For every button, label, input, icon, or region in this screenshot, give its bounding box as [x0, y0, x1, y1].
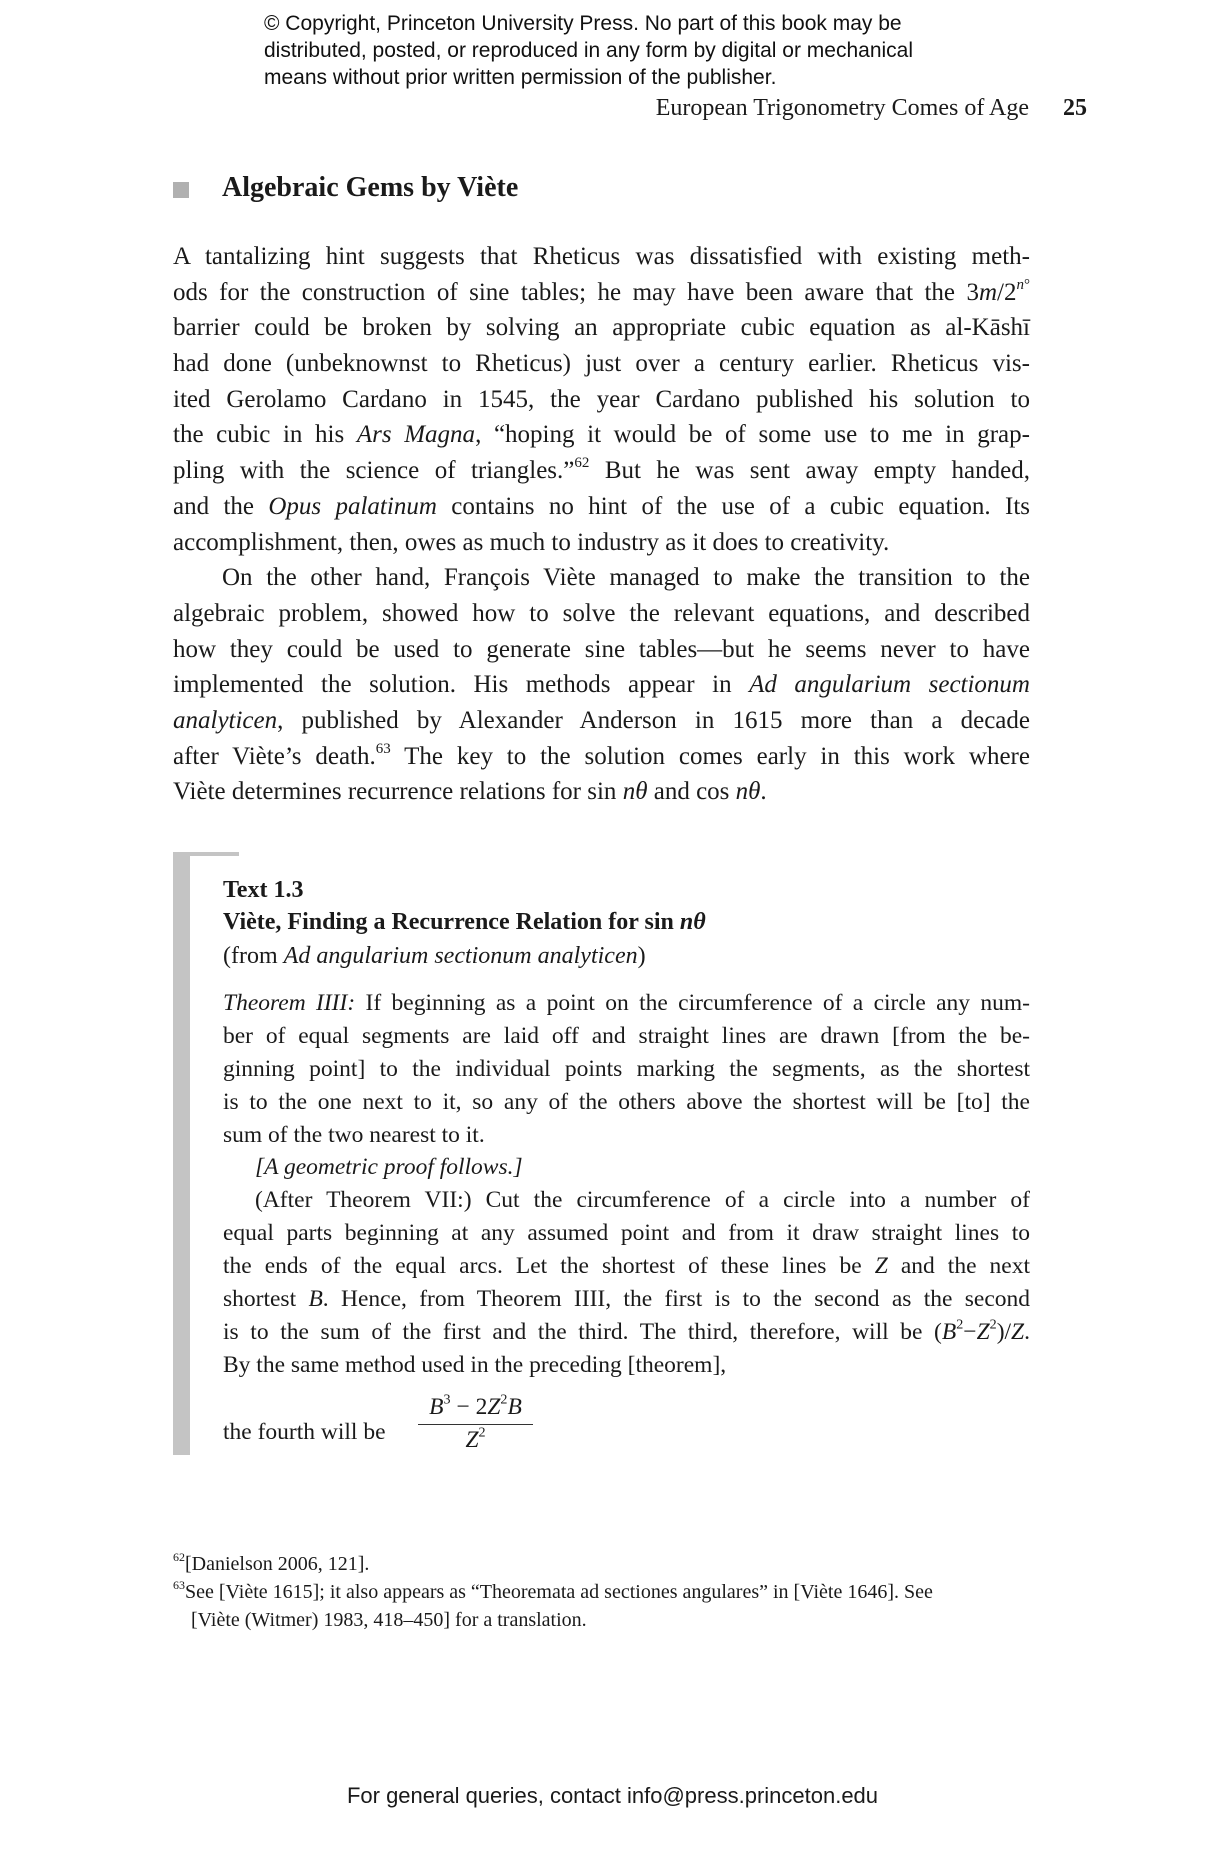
text-run: shortest [223, 1286, 309, 1313]
text-line [223, 1184, 1030, 1217]
running-header: European Trigonometry Comes of Age [655, 95, 1029, 121]
text-run: )/ [996, 1318, 1012, 1345]
text-run: implemented the solution. His methods appear in [173, 671, 750, 699]
math-exp: 3 [443, 1391, 451, 1408]
text-run: B [941, 1318, 957, 1345]
text-run: barrier could be broken by solving an appropriate cubic equation as al-Kāshī [173, 314, 1030, 342]
text-run: . [760, 778, 767, 806]
text-run: B [308, 1286, 323, 1313]
text-line [223, 987, 1030, 1020]
text-run: If beginning as a point on the circumference of a circle any num- [355, 990, 1030, 1016]
fraction-formula [418, 1393, 533, 1455]
source-prefix: (from [223, 943, 284, 969]
superscript: 63 [375, 740, 391, 757]
footnote-63 [173, 1578, 933, 1606]
text-run: how they could be used to generate sine tables—but he seems never to have [173, 635, 1030, 663]
copyright-line: © Copyright, Princeton University Press. No part of this book may be [264, 12, 902, 35]
text-line [173, 239, 1030, 275]
text-run: Ad angularium sectionum [749, 671, 1030, 699]
text-box-top-rule [173, 852, 239, 856]
text-run: is to the one next to it, so any of the others above the shortest will be [to] the [223, 1088, 1030, 1115]
text-line [173, 667, 1030, 703]
text-run: is to the sum of the first and the third. The third, therefore, will be ( [223, 1318, 942, 1345]
text-run: pling with the science of triangles.” [173, 457, 575, 485]
text-line [173, 489, 1030, 525]
footnote-text: See [Viète 1615]; it also appears as “Theoremata ad sectiones angulares” in [Viète 1646]. See [185, 1581, 933, 1603]
text-line [173, 417, 1030, 453]
text-run: . Hence, from Theorem IIII, the first is to the second as the second [322, 1286, 1031, 1313]
text-line [173, 310, 1030, 346]
text-line [173, 739, 1030, 775]
text-run: Ars Magna [356, 421, 476, 449]
text-run: Opus palatinum [268, 492, 437, 520]
text-run: , published by Alexander Anderson in 1615 more than a decade [277, 706, 1030, 734]
footer-contact: For general queries, contact info@press.princeton.edu [346, 1783, 879, 1808]
text-run: and the next [887, 1253, 1030, 1280]
copyright-line: distributed, posted, or reproduced in any form by digital or mechanical [264, 39, 914, 62]
text-run: nθ [622, 778, 648, 806]
copyright-line: means without prior written permission of the publisher. [264, 66, 777, 89]
math-var: Z [465, 1427, 479, 1453]
text-run: and the [173, 492, 269, 520]
section-marker-icon [173, 182, 189, 198]
text-run: ginning point] to the individual points marking the segments, as the shortest [223, 1055, 1030, 1082]
superscript: 2 [956, 1316, 964, 1333]
text-run: . [1024, 1318, 1030, 1345]
text-run: m [978, 278, 998, 306]
text-box-body [223, 987, 1030, 1382]
text-run: , “hoping it would be of some use to me in grap- [475, 421, 1030, 449]
footnote-62 [173, 1550, 369, 1578]
math-exp: 2 [500, 1391, 508, 1408]
text-box-title [223, 906, 706, 938]
text-box-title-text: Viète, Finding a Recurrence Relation for sin [223, 909, 680, 935]
text-run: algebraic problem, showed how to solve the relevant equations, and described [173, 599, 1030, 627]
section-title: Algebraic Gems by Viète [222, 172, 519, 203]
fraction-lead-text: the fourth will be [223, 1419, 386, 1445]
text-line [223, 1283, 1030, 1316]
superscript: 2 [989, 1316, 997, 1333]
math-op: − 2 [450, 1394, 488, 1420]
text-run: sum of the two nearest to it. [223, 1121, 485, 1148]
text-line [223, 1151, 1030, 1184]
text-run: analyticen [173, 706, 278, 734]
text-run: Z [1011, 1318, 1025, 1345]
text-line [173, 275, 1030, 311]
text-run: /2 [997, 278, 1017, 306]
text-run: Z [976, 1318, 990, 1345]
text-line [223, 1053, 1030, 1086]
text-line [173, 596, 1030, 632]
text-run: had done (unbeknownst to Rheticus) just over a century earlier. Rheticus vis- [173, 350, 1030, 378]
superscript: ° [1024, 276, 1030, 293]
fraction-numerator [418, 1393, 533, 1425]
text-run: the cubic in his [173, 421, 357, 449]
text-line [173, 774, 1030, 810]
text-run: Z [874, 1253, 888, 1280]
footnote-text: [Danielson 2006, 121]. [185, 1553, 370, 1575]
text-run: equal parts beginning at any assumed point and from it draw straight lines to [223, 1220, 1030, 1247]
text-run: ber of equal segments are laid off and straight lines are drawn [from the be- [223, 1022, 1030, 1049]
text-run: − [963, 1318, 977, 1345]
text-line [173, 346, 1030, 382]
fraction-denominator [418, 1425, 533, 1455]
text-box-label: Text 1.3 [223, 877, 304, 903]
text-line [173, 453, 1030, 489]
body-text [173, 239, 1030, 810]
text-run: nθ [735, 778, 761, 806]
text-line [223, 1217, 1030, 1250]
text-line [223, 1316, 1030, 1349]
footnote-number: 62 [173, 1550, 185, 1564]
text-run: Viète determines recurrence relations for sin [173, 778, 623, 806]
superscript: 62 [574, 454, 590, 471]
math-exp: 2 [478, 1424, 486, 1441]
text-run: A tantalizing hint suggests that Rheticus was dissatisfied with existing meth- [173, 243, 1030, 270]
source-suffix: ) [637, 943, 646, 969]
text-run: Theorem IIII: [223, 990, 356, 1016]
text-run: But he was sent away empty handed, [589, 457, 1030, 485]
text-line [173, 560, 1030, 596]
footnote-63-continued: [Viète (Witmer) 1983, 418–450] for a translation. [191, 1609, 587, 1631]
math-var: B [429, 1394, 444, 1420]
text-run: after Viète’s death. [173, 742, 376, 770]
math-var: B [507, 1394, 522, 1420]
text-run: (After Theorem VII:) Cut the circumference of a circle into a number of [255, 1187, 1030, 1214]
text-run: contains no hint of the use of a cubic equation. Its [436, 492, 1030, 520]
source-title: Ad angularium sectionum analyticen [283, 943, 638, 969]
text-run: By the same method used in the preceding [theorem], [223, 1351, 727, 1378]
text-run: [A geometric proof follows.] [255, 1154, 523, 1181]
text-run: ods for the construction of sine tables; he may have been aware that the 3 [173, 278, 979, 306]
text-line [223, 1086, 1030, 1119]
text-line [223, 1250, 1030, 1283]
text-line [173, 632, 1030, 668]
text-box-side-bar [173, 852, 190, 1455]
text-box-source [223, 940, 646, 972]
text-line [223, 1020, 1030, 1053]
text-run: the ends of the equal arcs. Let the shortest of these lines be [223, 1253, 875, 1280]
text-line [173, 382, 1030, 418]
page-number: 25 [1063, 95, 1087, 121]
copyright-notice [264, 10, 913, 91]
text-line [223, 1349, 1030, 1382]
text-run: The key to the solution comes early in this work where [390, 742, 1030, 770]
text-run: ited Gerolamo Cardano in 1545, the year Cardano published his solution to [173, 385, 1030, 413]
text-line [173, 525, 1030, 561]
text-box-title-math: nθ [679, 909, 706, 935]
footnote-number: 63 [173, 1578, 185, 1592]
text-run: accomplishment, then, owes as much to industry as it does to creativity. [173, 528, 890, 556]
superscript: n [1016, 276, 1024, 293]
text-run: On the other hand, François Viète managed to make the transition to the [222, 564, 1030, 592]
math-var: Z [487, 1394, 501, 1420]
text-run: and cos [647, 778, 736, 806]
text-line [173, 703, 1030, 739]
text-line [223, 1119, 1030, 1152]
